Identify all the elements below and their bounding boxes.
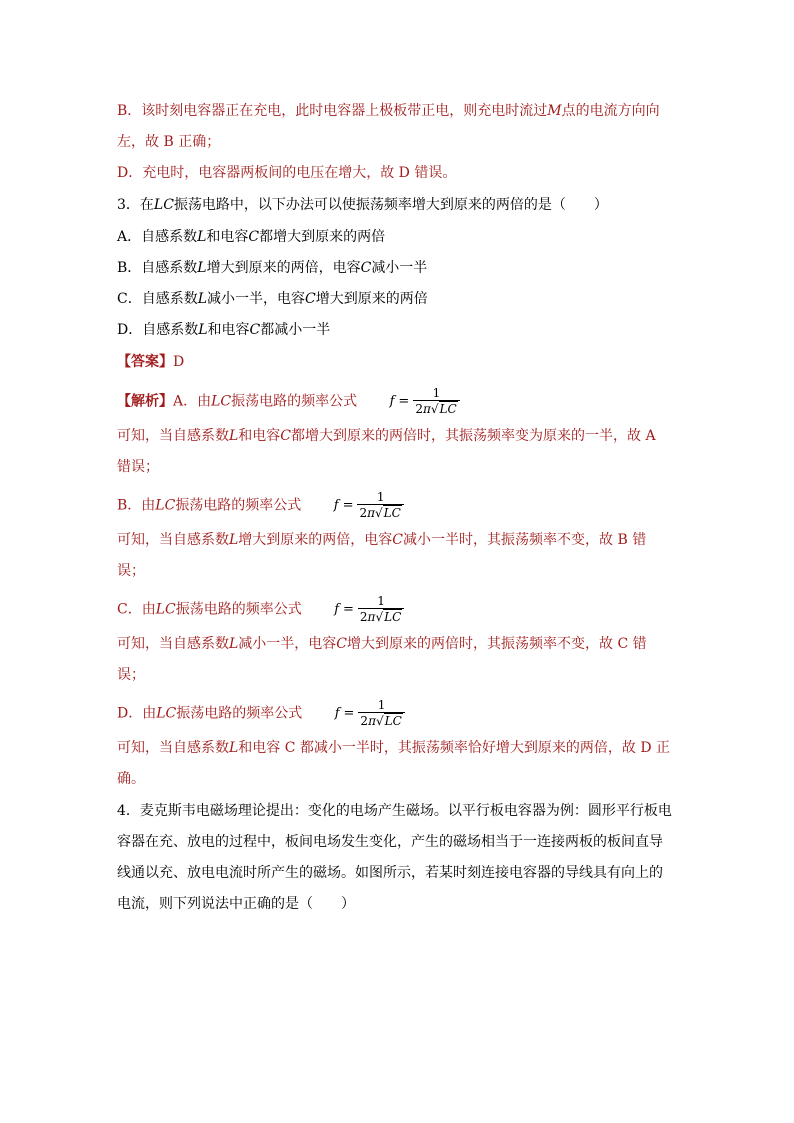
analysis-d-line-1: 可知，当自感系数L和电容 C 都减小一半时，其振荡频率恰好增大到原来的两倍，故 D 正 <box>117 740 671 756</box>
analysis-b-line-2: 误； <box>117 563 145 579</box>
question-4-line-1: 4．麦克斯韦电磁场理论提出：变化的电场产生磁场。以平行板电容器为例：圆形平行板电 <box>117 803 672 819</box>
option-b-explanation-line-1: B．该时刻电容器正在充电，此时电容器上极板带正电，则充电时流过M点的电流方向向 <box>117 103 660 119</box>
analysis-b-header: B．由LC振荡电路的频率公式 f = $\frac{1}{2\pi√LC}$ <box>117 487 404 523</box>
analysis-d-line-2: 确。 <box>117 771 145 787</box>
question-3-option-d: D．自感系数L和电容C都减小一半 <box>117 322 331 338</box>
answer-line: 【答案】D <box>117 354 185 370</box>
frequency-formula: f = $\frac{1}{2\pi√LC}$ <box>334 591 404 628</box>
frequency-formula: f = $\frac{1}{2\pi√LC}$ <box>390 383 460 420</box>
question-3-option-b: B．自感系数L增大到原来的两倍，电容C减小一半 <box>117 260 428 276</box>
analysis-c-line-2: 误； <box>117 667 145 683</box>
option-b-explanation-line-2: 左，故 B 正确； <box>117 134 221 150</box>
frequency-formula: f = $\frac{1}{2\pi√LC}$ <box>335 695 405 732</box>
analysis-a-header: 【解析】A．由LC振荡电路的频率公式 f = $\frac{1}{2\pi√LC}$ <box>117 383 460 419</box>
analysis-d-header: D．由LC振荡电路的频率公式 f = $\frac{1}{2\pi√LC}$ <box>117 695 405 731</box>
question-4-line-3: 线通以充、放电电流时所产生的磁场。如图所示，若某时刻连接电容器的导线具有向上的 <box>117 865 663 881</box>
question-3-option-c: C．自感系数L减小一半，电容C增大到原来的两倍 <box>117 291 428 307</box>
analysis-a-line-2: 错误； <box>117 459 159 475</box>
question-3-option-a: A．自感系数L和电容C都增大到原来的两倍 <box>117 229 386 245</box>
question-4-line-2: 容器在充、放电的过程中，板间电场发生变化，产生的磁场相当于一连接两板的板间直导 <box>117 834 663 850</box>
question-3-stem: 3．在LC振荡电路中，以下办法可以使振荡频率增大到原来的两倍的是（ ） <box>117 197 608 213</box>
frequency-formula: f = $\frac{1}{2\pi√LC}$ <box>334 487 404 524</box>
option-d-explanation: D．充电时，电容器两板间的电压在增大，故 D 错误。 <box>117 165 457 181</box>
analysis-c-line-1: 可知，当自感系数L减小一半，电容C增大到原来的两倍时，其振荡频率不变，故 C 错 <box>117 636 647 652</box>
question-4-line-4: 电流，则下列说法中正确的是（ ） <box>117 896 355 912</box>
analysis-c-header: C．由LC振荡电路的频率公式 f = $\frac{1}{2\pi√LC}$ <box>117 591 404 627</box>
analysis-b-line-1: 可知，当自感系数L增大到原来的两倍，电容C减小一半时，其振荡频率不变，故 B 错 <box>117 532 647 548</box>
analysis-a-line-1: 可知，当自感系数L和电容C都增大到原来的两倍时，其振荡频率变为原来的一半，故 A <box>117 428 656 444</box>
